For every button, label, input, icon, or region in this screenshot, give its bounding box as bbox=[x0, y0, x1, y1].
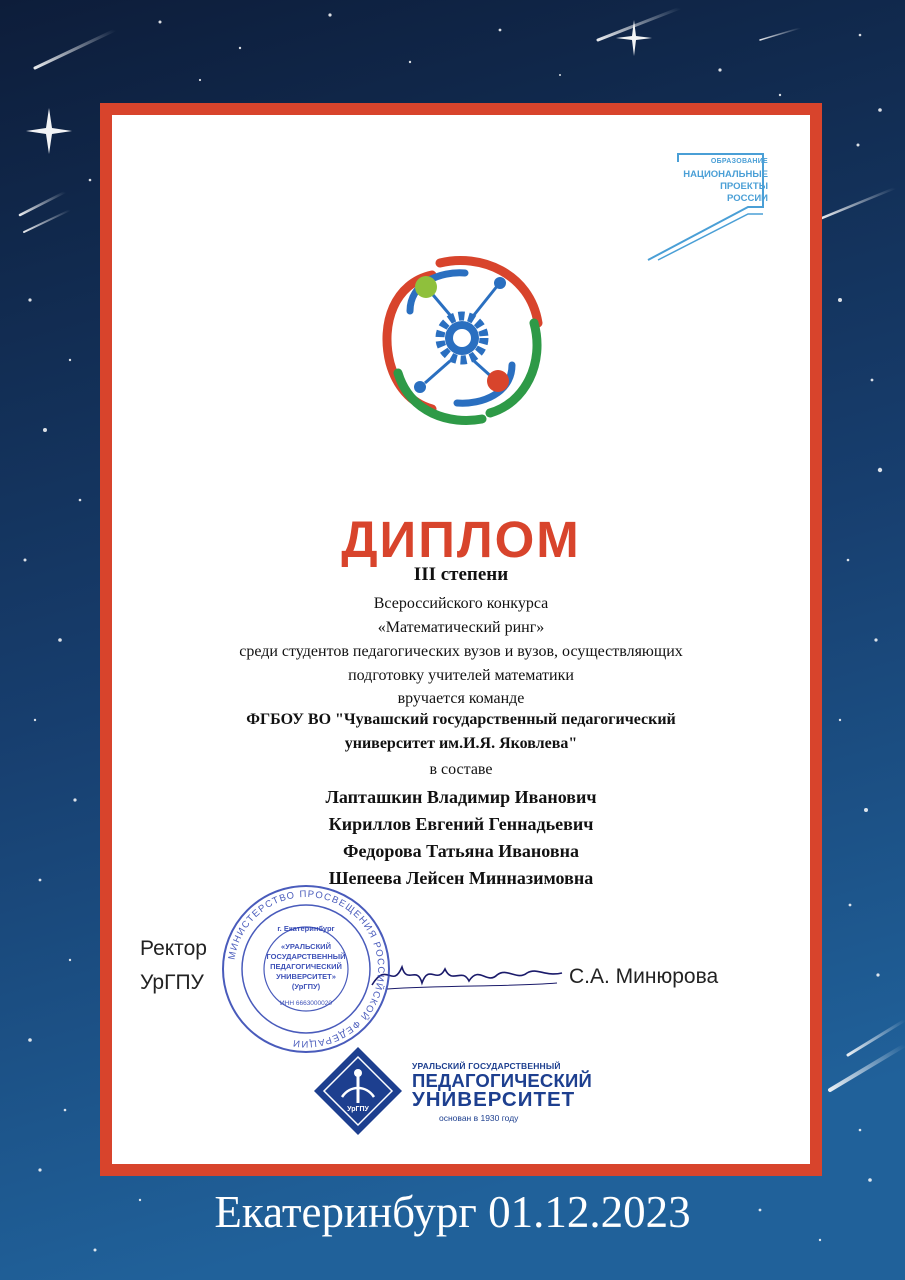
university-logo-line3: УНИВЕРСИТЕТ bbox=[412, 1088, 576, 1111]
university-logo-line4: основан в 1930 году bbox=[439, 1113, 519, 1123]
national-projects-line3: ПРОЕКТЫ bbox=[720, 181, 768, 192]
rector-university: УрГПУ bbox=[140, 971, 204, 994]
team-member: Федорова Татьяна Ивановна bbox=[343, 841, 579, 861]
composition-label: в составе bbox=[429, 761, 493, 778]
award-text-line: «Математический ринг» bbox=[377, 619, 545, 636]
university-stamp bbox=[220, 883, 392, 1055]
university-logo-line1: УРАЛЬСКИЙ ГОСУДАРСТВЕННЫЙ bbox=[412, 1061, 561, 1071]
signer-name: С.А. Минюрова bbox=[569, 965, 719, 988]
university-logo-line2: ПЕДАГОГИЧЕСКИЙ bbox=[412, 1070, 592, 1091]
diploma-card bbox=[112, 115, 810, 1164]
diploma-degree: III степени bbox=[413, 564, 509, 585]
national-projects-line1: ОБРАЗОВАНИЕ bbox=[710, 158, 768, 165]
stamp-inner-line: (УрГПУ) bbox=[291, 982, 321, 991]
diploma-title: ДИПЛОМ bbox=[341, 511, 581, 568]
team-member: Кириллов Евгений Геннадьевич bbox=[328, 814, 594, 834]
award-text-line: вручается команде bbox=[397, 690, 525, 707]
rector-title: Ректор bbox=[140, 937, 207, 960]
national-projects-line2: НАЦИОНАЛЬНЫЕ bbox=[683, 169, 768, 180]
stamp-inner-line: ГОСУДАРСТВЕННЫЙ bbox=[266, 952, 346, 961]
award-text-line: Всероссийского конкурса bbox=[373, 595, 549, 612]
team-member: Шепеева Лейсен Минназимовна bbox=[328, 868, 594, 888]
team-member: Лапташкин Владимир Иванович bbox=[325, 787, 597, 807]
university-logo-text bbox=[412, 1061, 632, 1123]
national-projects-line4: РОССИИ bbox=[727, 193, 768, 204]
rector-signature bbox=[367, 955, 567, 995]
university-emblem-icon bbox=[312, 1045, 404, 1137]
stamp-inner-line: ПЕДАГОГИЧЕСКИЙ bbox=[270, 962, 342, 971]
stamp-inner-line: «УРАЛЬСКИЙ bbox=[281, 942, 331, 951]
award-text-line: среди студентов педагогических вузов и вузов, осуществляющих bbox=[239, 643, 683, 660]
emblem-text: УрГПУ bbox=[347, 1106, 369, 1113]
award-text-line: подготовку учителей математики bbox=[348, 667, 574, 684]
stamp-inner-line: УНИВЕРСИТЕТ» bbox=[276, 972, 336, 981]
national-projects-logo bbox=[638, 152, 768, 262]
stamp-inn: ИНН 6663000020 bbox=[279, 1000, 333, 1007]
stamp-outer-text: МИНИСТЕРСТВО ПРОСВЕЩЕНИЯ РОССИЙСКОЙ ФЕДЕРАЦИИ bbox=[226, 888, 387, 1050]
stamp-city: г. Екатеринбург bbox=[277, 924, 335, 933]
organization-name-line: ФГБОУ ВО "Чувашский государственный педагогический bbox=[246, 711, 676, 728]
organization-name-line: университет им.И.Я. Яковлева" bbox=[344, 735, 578, 752]
footer-city-date: Екатеринбург 01.12.2023 bbox=[214, 1187, 691, 1237]
contest-logo-icon bbox=[370, 253, 552, 425]
